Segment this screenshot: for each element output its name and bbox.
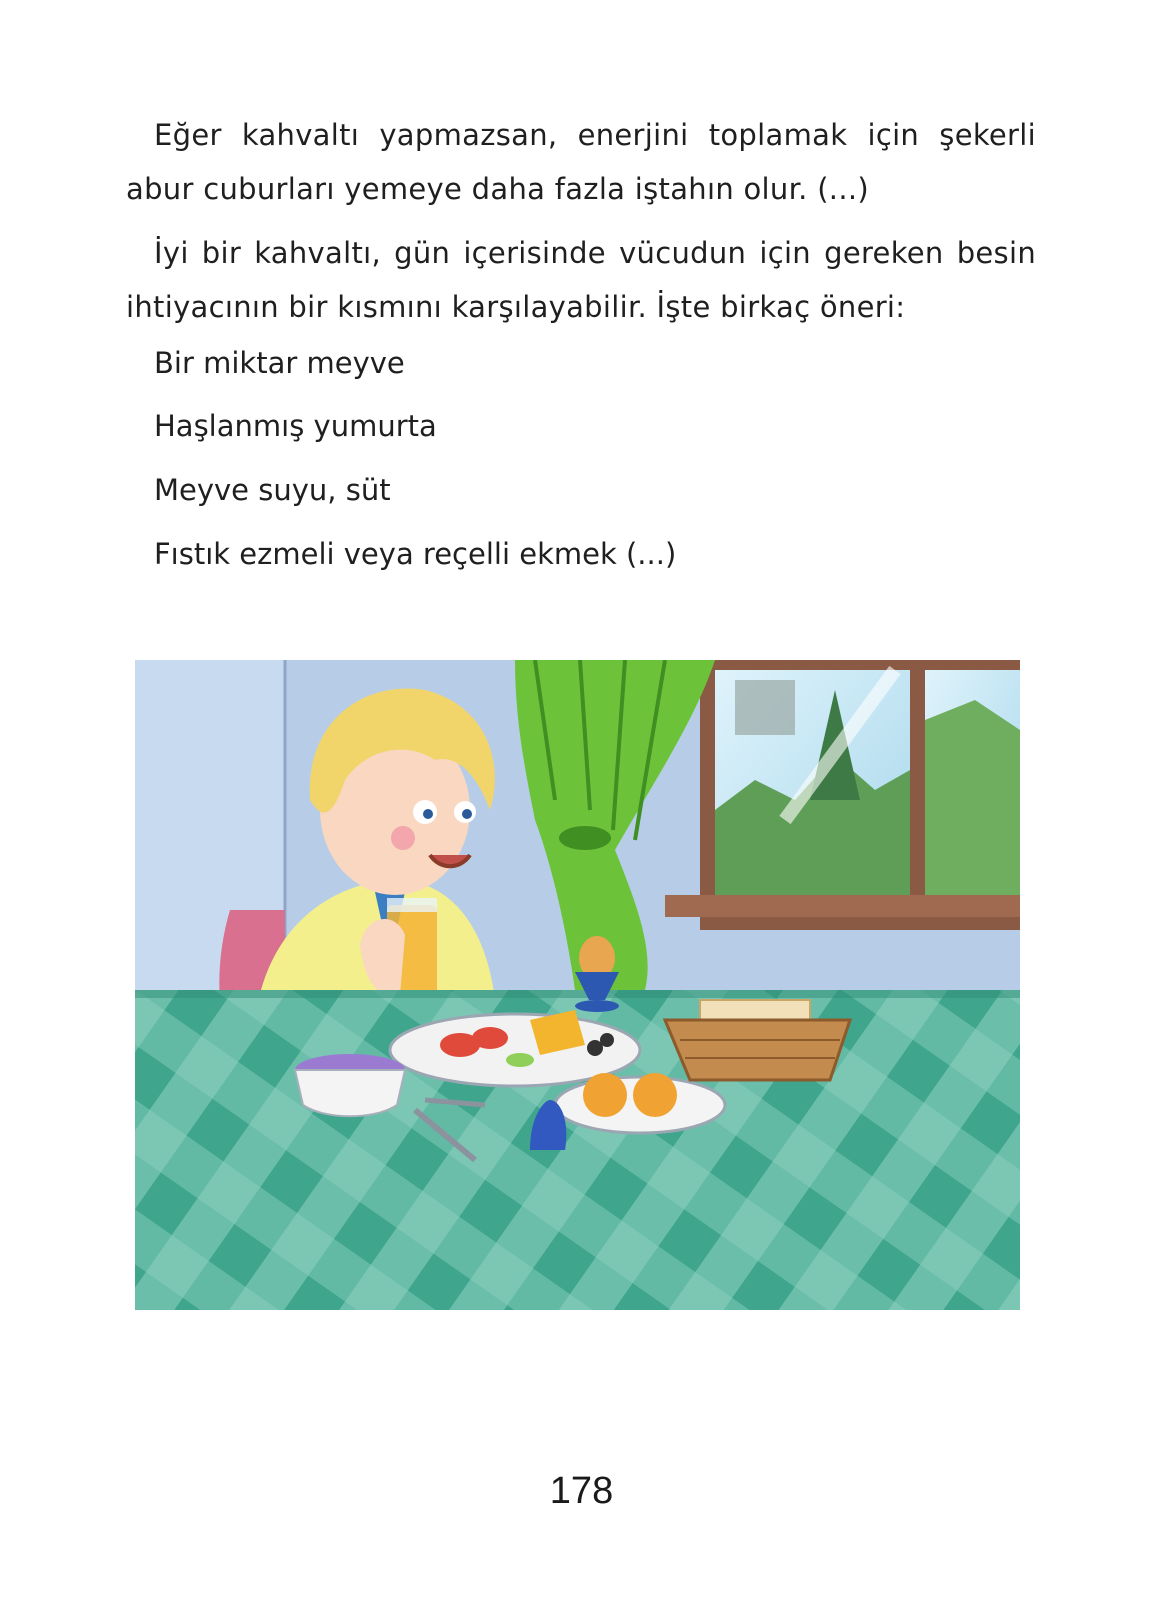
suggestion-juice-milk: Meyve suyu, süt — [154, 473, 391, 507]
breakfast-illustration — [135, 660, 1020, 1310]
suggestion-bread: Fıstık ezmeli veya reçelli ekmek (...) — [154, 537, 677, 571]
window — [665, 660, 1020, 930]
page-number: 178 — [549, 1470, 614, 1512]
paragraph-breakfast-skip: Eğer kahvaltı yapmazsan, enerjini toplamak için şekerli abur cuburları yemeye daha fazla iştahın olur. (...) — [126, 118, 1036, 206]
jam-bowl — [295, 1054, 405, 1116]
suggestion-fruit: Bir miktar meyve — [154, 346, 405, 380]
suggestion-boiled-egg: Haşlanmış yumurta — [154, 409, 437, 443]
paragraph-good-breakfast: İyi bir kahvaltı, gün içerisinde vücudun için gereken besin ihtiyacının bir kısmını karşılayabilir. İşte birkaç öneri: — [126, 236, 1036, 324]
text-block — [126, 108, 1036, 334]
